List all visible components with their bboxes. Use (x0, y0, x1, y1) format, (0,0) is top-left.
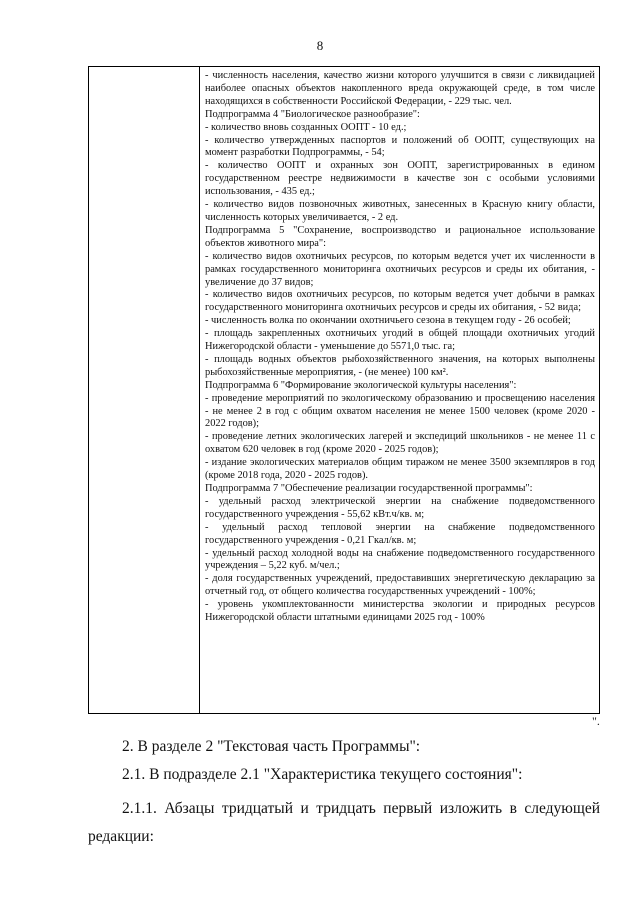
table-line: - уровень укомплектованности министерства экологии и природных ресурсов Нижегородской области штатными единицами 2025 год - 100% (205, 599, 595, 624)
table-line: Подпрограмма 7 "Обеспечение реализации государственной программы": (205, 483, 533, 494)
paragraph-subsection-2-1: 2.1. В подразделе 2.1 "Характеристика текущего состояния": (122, 766, 523, 783)
table-line: - количество ООПТ и охранных зон ООПТ, зарегистрированных в едином государственном реестре недвижимости в качестве зон с особыми условиями использования, - 435 ед.; (205, 160, 595, 198)
indicators-table (88, 66, 600, 714)
table-line: - численность волка по окончании охотничьего сезона в текущем году - 26 особей; (205, 315, 571, 327)
table-line: - численность населения, качество жизни которого улучшится в связи с ликвидацией наиболее опасных объектов накопленного вреда окружающей среде, в том числе находящихся в собственности Российской Федерации, - 229 тыс. чел. (205, 70, 595, 107)
table-line: - проведение мероприятий по экологическому образованию и просвещению населения - не менее 2 в год с общим охватом населения не менее 1500 человек (кроме 2020 - 2022 годов); (205, 392, 595, 430)
table-line: - проведение летних экологических лагерей и экспедиций школьников - не менее 11 с охватом 620 человек в год (кроме 2020 - 2025 годов); (205, 431, 595, 456)
page-number: 8 (316, 38, 324, 53)
table-line: - количество видов охотничьих ресурсов, по которым ведется учет их численности в рамках государственного мониторинга охотничьих ресурсов и среды их обитания, - увеличение до 37 видов; (205, 250, 595, 288)
table-line: Подпрограмма 6 "Формирование экологической культуры населения": (205, 379, 517, 391)
table-line: - количество вновь созданных ООПТ - 10 ед.; (205, 121, 407, 133)
table-left-cell (89, 67, 200, 713)
closing-quote: ". (592, 714, 600, 728)
table-line: - удельный расход тепловой энергии на снабжение подведомственного государственного учреждения - 0,21 Гкал/кв. м; (205, 521, 595, 546)
table-line: - удельный расход холодной воды на снабжение подведомственного государственного учреждения – 5,22 куб. м/чел.; (205, 547, 595, 572)
table-line: Подпрограмма 5 "Сохранение, воспроизводство и рациональное использование объектов животного мира": (205, 224, 595, 249)
paragraph-item-2-1-1: 2.1.1. Абзацы тридцатый и тридцать первый изложить в следующей редакции: (88, 800, 600, 845)
table-line: - удельный расход электрической энергии на снабжение подведомственного государственного учреждения - 55,62 кВт.ч/кв. м; (205, 495, 595, 520)
table-line: - площадь водных объектов рыбохозяйственного значения, на которых выполнены рыбохозяйственные мероприятия, - (не менее) 100 км². (205, 353, 595, 378)
table-line: Подпрограмма 4 "Биологическое разнообразие": (205, 108, 420, 120)
paragraph-section-2: 2. В разделе 2 "Текстовая часть Программы": (122, 738, 421, 755)
table-line: - количество утвержденных паспортов и положений об ООПТ, существующих на момент разработки Подпрограммы, - 54; (205, 134, 595, 159)
table-line: - издание экологических материалов общим тиражом не менее 3500 экземпляров в год (кроме 2018 года, 2020 - 2025 годов). (205, 457, 595, 482)
table-line: - количество видов позвоночных животных, занесенных в Красную книгу области, численность которых увеличивается, - 2 ед. (205, 199, 595, 223)
table-line: - количество видов охотничьих ресурсов, по которым ведется учет добычи в рамках государственного мониторинга охотничьих ресурсов и среды их обитания, - 52 вида; (205, 289, 595, 314)
table-line: - площадь закрепленных охотничьих угодий в общей площади охотничьих угодий Нижегородской области - уменьшение до 5571,0 тыс. га; (205, 328, 595, 353)
table-line: - доля государственных учреждений, предоставивших энергетическую декларацию за отчетный год, от общего количества государственных учреждений - 100%; (205, 573, 595, 598)
table-right-cell (205, 70, 595, 625)
